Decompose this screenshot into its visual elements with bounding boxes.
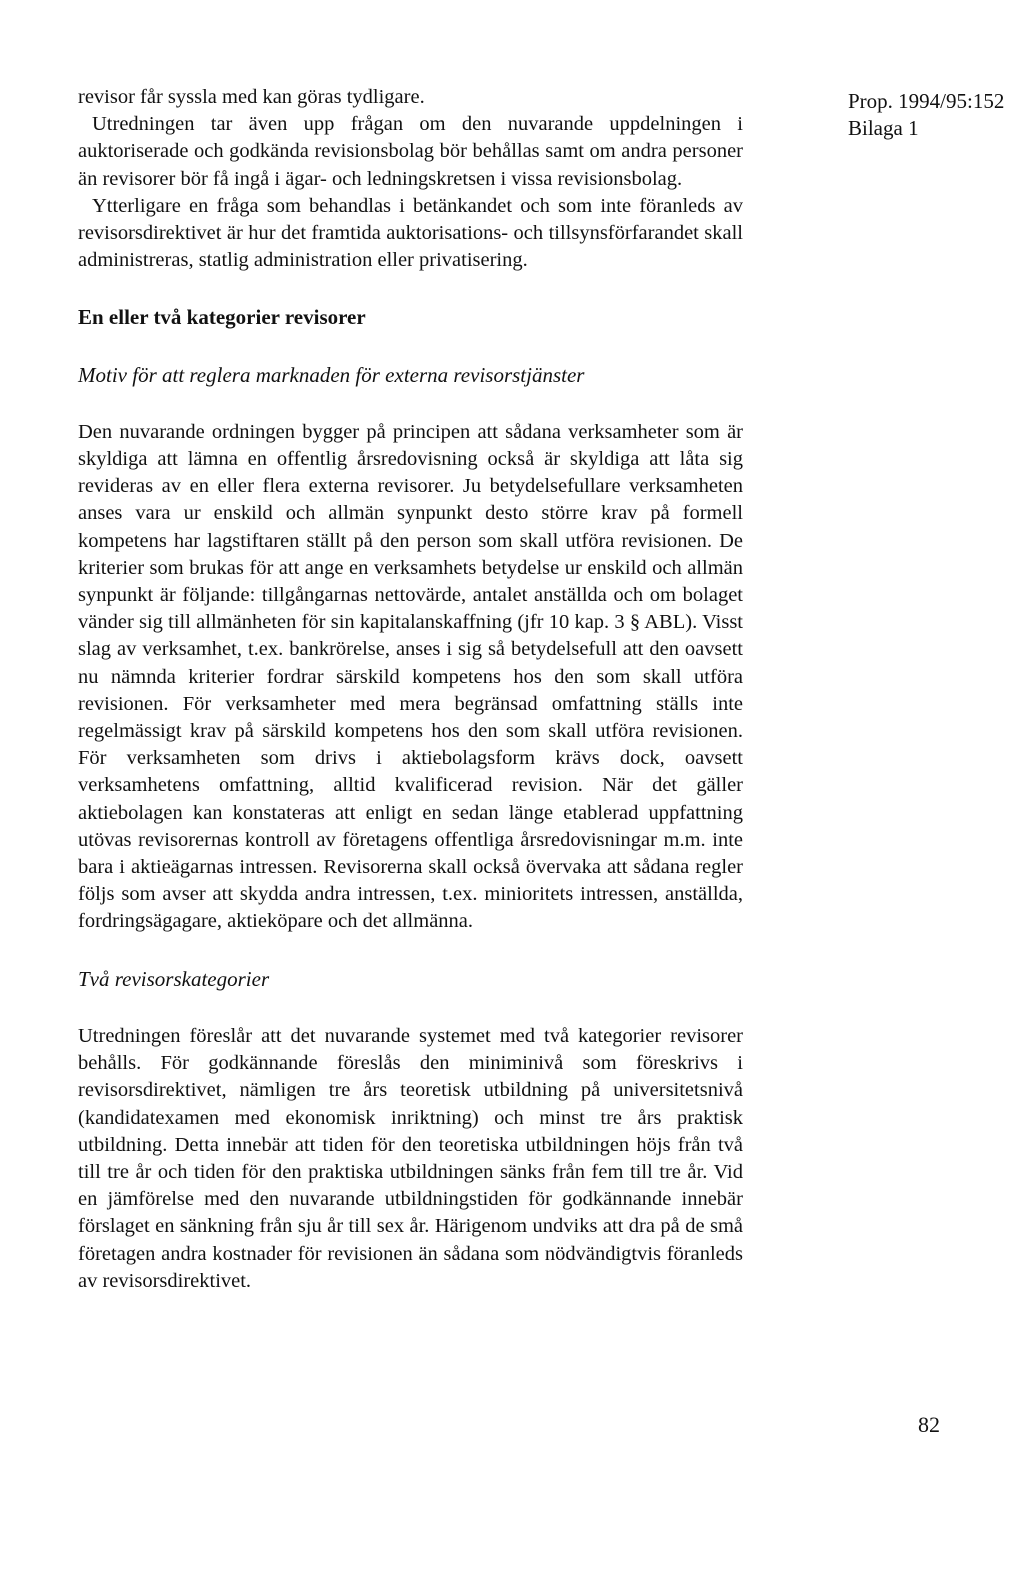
subsection-heading-kategorier: Två revisorskategorier xyxy=(78,966,270,991)
subsection-heading-motiv: Motiv för att reglera marknaden för externa revisorstjänster xyxy=(78,362,585,387)
body-column xyxy=(78,84,743,1295)
paragraph-continuation: revisor får syssla med kan göras tydligare. xyxy=(78,86,425,108)
margin-note xyxy=(848,88,1008,142)
section-heading: En eller två kategorier revisorer xyxy=(78,305,366,330)
paragraph-utredningen-foreslar: Utredningen föreslår att det nuvarande systemet med två kategorier revisorer behålls. För godkännande föreslås den miniminivå som föreskrivs i revisorsdirektivet, nämligen tre års teoretisk utbildning på universitetsnivå (kandidatexamen med ekonomisk inriktning) och minst tre års praktisk utbildning. Detta innebär att tiden för den teoretiska utbildningen höjs från två till tre år och tiden för den praktiska utbildningen sänks från fem till tre år. Vid en jämförelse med den nuvarande utbildningstiden för godkännande innebär förslaget en sänkning från sju år till sex år. Härigenom undviks att dra på de små företagen andra kostnader för revisionen än sådana som nödvändigtvis föranleds av revisorsdirektivet. xyxy=(78,1024,743,1292)
paragraph-nuvarande-ordning: Den nuvarande ordningen bygger på principen att sådana verksamheter som är skyldiga att lämna en offentlig årsredovisning också är skyldiga att låta sig revideras av en eller flera externa revisorer. Ju betydelsefullare verksamheten anses vara ur enskild och allmän synpunkt desto större krav på formell kompetens har lagstiftaren ställt på den person som skall utföra revisionen. De kriterier som brukas för att ange en verksamhets betydelse ur enskild och allmän synpunkt är följande: tillgångarnas nettovärde, antalet anställda och om bolaget vänder sig till allmänheten för sin kapitalanskaffning (jfr 10 kap. 3 § ABL). Visst slag av verksamhet, t.ex. bankrörelse, anses i sig så betydelsefull att den oavsett nu nämnda kriterier fordrar särskild kompetens hos den som skall utföra revisionen. För verksamheter med mera begränsad omfattning ställs inte regelmässigt krav på särskild kompetens hos den som skall utföra revisionen. För verksamheten som drivs i aktiebolagsform krävs dock, oavsett verksamhetens omfattning, alltid kvalificerad revision. När det gäller aktiebolagen kan konstateras att enligt en sedan länge etablerad uppfattning utövas revisorernas kontroll av företagens offentliga årsredovisningar m.m. inte bara i aktieägarnas intressen. Revisorerna skall också övervaka att sådana regler följs som avser att skydda andra intressen, t.ex. minioritets intressen, anställda, fordringsägagare, aktieköpare och det allmänna. xyxy=(78,420,743,933)
paragraph-auktorisation: Ytterligare en fråga som behandlas i betänkandet och som inte föranleds av revisorsdirektivet är hur det framtida auktorisations- och tillsynsförfarandet skall administreras, statlig administration eller privatisering. xyxy=(78,194,743,272)
proposition-reference: Prop. 1994/95:152 xyxy=(848,89,1005,113)
page-number: 82 xyxy=(918,1412,940,1437)
appendix-label: Bilaga 1 xyxy=(848,116,919,140)
paragraph-revisionsbolag: Utredningen tar även upp frågan om den nuvarande uppdelningen i auktoriserade och godkända revisionsbolag bör behållas samt om andra personer än revisorer bör få ingå i ägar- och ledningskretsen i vissa revisionsbolag. xyxy=(78,113,743,190)
